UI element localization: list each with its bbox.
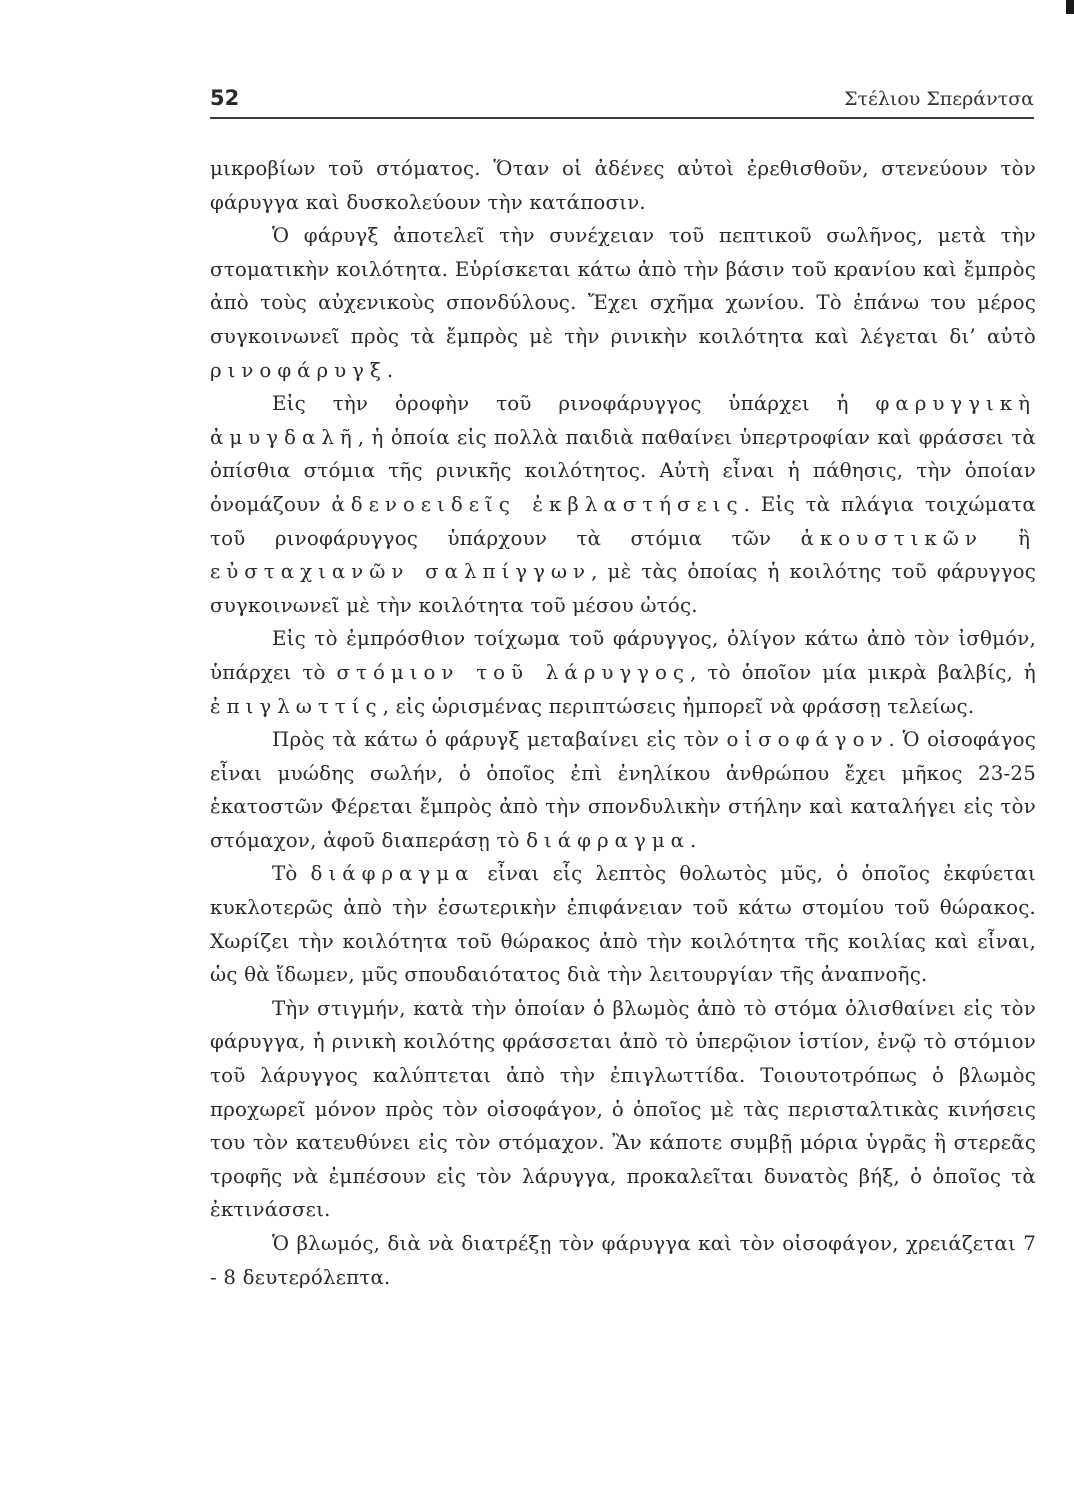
text-run: Τὴν στιγμήν, κατὰ τὴν ὁποίαν ὁ βλωμὸς ἀπὸ τὸ στόμα ὀλισθαίνει εἰς τὸν φάρυγγα, ἡ ρινικὴ κοιλότης φράσσεται ἀπὸ τὸ ὑπερῷιον ἱστίον, ἐνῷ τὸ στόμιον τοῦ λάρυγγος καλύπτεται ἀπὸ τὴν ἐπιγλωττίδα. Τοιουτοτρόπως ὁ βλωμὸς προχωρεῖ μόνον πρὸς τὸν οἰσοφάγον, ὁ ὁποῖος μὲ τὰς περισταλτικὰς κινήσεις του τὸν κατευθύνει εἰς τὸν στόμαχον. Ἂν κάποτε συμβῇ μόρια ὑγρᾶς ἢ στερεᾶς τροφῆς νὰ ἐμπέσουν εἰς τὸν λάρυγγα, προκαλεῖται δυνατὸς βήξ, ὁ ὁποῖος τὰ ἐκτινάσσει. — [210, 996, 1036, 1222]
text-run: μικροβίων τοῦ στόματος. Ὅταν οἱ ἀδένες αὐτοὶ ἐρεθισθοῦν, στενεύουν τὸν φάρυγγα καὶ δυσκολεύουν τὴν κατάποσιν. — [210, 157, 1036, 214]
text-run: Ὁ φάρυγξ ἀποτελεῖ τὴν συνέχειαν τοῦ πεπτικοῦ σωλῆνος, μετὰ τὴν στοματικὴν κοιλότητα. Εὑρίσκεται κάτω ἀπὸ τὴν βάσιν τοῦ κρανίου καὶ ἔμπρὸς ἀπὸ τοὺς αὐχενικοὺς σπονδύλους. Ἔχει σχῆμα χωνίου. Τὸ ἐπάνω του μέρος συγκοινωνεῖ πρὸς τὰ ἔμπρὸς μὲ τὴν ρινικὴν κοιλότητα καὶ λέγεται δι’ αὐτὸ — [210, 224, 1036, 348]
paragraph — [210, 219, 1036, 387]
spaced-term: διάφραγμα — [310, 862, 475, 886]
page-number: 52 — [210, 86, 240, 110]
text-run: . Εἰς τὰ πλάγια τοιχώματα τοῦ ρινοφάρυγγος ὑπάρχουν τὰ στόμια τῶν — [210, 492, 1036, 550]
text-run: , εἰς ὡρισμένας περιπτώσεις ἠμπορεῖ νὰ φράσσῃ τελείως. — [382, 694, 975, 718]
text-run: , τὸ ὁποῖον μία μικρὰ βαλβίς, ἡ — [690, 660, 1036, 684]
text-run: Πρὸς τὰ κάτω ὁ φάρυγξ μεταβαίνει εἰς τὸν — [272, 728, 727, 752]
running-head: Στέλιου Σπεράντσα — [844, 88, 1034, 110]
spaced-term: ἀκουστικῶν ἢ εὐσταχιανῶν σαλπίγγων — [210, 526, 1036, 584]
header-rule — [210, 117, 1034, 119]
text-run: εἶναι εἷς λεπτὸς θολωτὸς μῦς, ὁ ὁποῖος ἐκφύεται κυκλοτερῶς ἀπὸ τὴν ἐσωτερικὴν ἐπιφάνειαν τοῦ κάτω στομίου τοῦ θώρακος. Χωρίζει τὴν κοιλότητα τοῦ θώρακος ἀπὸ τὴν κοιλότητα τῆς κοιλίας καὶ εἶναι, ὡς θὰ ἴδωμεν, μῦς σπουδαιότατος διὰ τὴν λειτουργίαν τῆς ἀναπνοῆς. — [210, 862, 1036, 987]
spaced-term: στόμιον τοῦ λάρυγγος — [336, 660, 690, 684]
paragraph — [210, 387, 1036, 622]
paragraph — [210, 152, 1036, 219]
spaced-term: ἀδενοειδεῖς ἐκβλαστήσεις — [331, 492, 744, 516]
body-text — [210, 152, 1036, 1294]
page-header — [210, 86, 1034, 122]
text-run: . — [386, 358, 394, 382]
text-run: , μὲ τὰς ὁποίας ἡ κοιλότης τοῦ φάρυγγος συγκοινωνεῖ μὲ τὴν κοιλότητα τοῦ μέσου ὠτός. — [210, 560, 1036, 617]
paragraph — [210, 1227, 1036, 1294]
spaced-term: ἐπιγλωττίς — [210, 694, 383, 718]
text-run: , ἡ ὁποία εἰς πολλὰ παιδιὰ παθαίνει ὑπερτροφίαν καὶ φράσσει τὰ ὀπίσθια στόμια τῆς ρινικῆς κοιλότητος. Αὐτὴ εἶναι ἡ πάθησις, τὴν ὁποίαν ὀνομάζουν — [210, 425, 1036, 516]
text-run: Εἰς τὸ ἐμπρόσθιον τοίχωμα τοῦ φάρυγγος, ὀλίγον κάτω ἀπὸ τὸν ἰσθμόν, ὑπάρχει τὸ — [210, 627, 1036, 684]
text-run: Ὁ βλωμός, διὰ νὰ διατρέξῃ τὸν φάρυγγα καὶ τὸν οἰσοφάγον, χρειάζεται 7 - 8 δευτερόλεπτα. — [210, 1232, 1036, 1289]
text-run: Τὸ — [272, 862, 311, 886]
text-run: . — [690, 828, 697, 852]
paragraph — [210, 992, 1036, 1227]
text-run: . Ὁ οἰσοφάγος εἶναι μυώδης σωλήν, ὁ ὁποῖος ἐπὶ ἐνηλίκου ἀνθρώπου ἔχει μῆκος 23-25 ἑκατοστῶν Φέρεται ἔμπρὸς ἀπὸ τὴν σπονδυλικὴν στήλην καὶ καταλήγει εἰς τὸν στόμαχον, ἀφοῦ διαπεράσῃ τὸ — [210, 728, 1037, 852]
paragraph — [210, 723, 1036, 857]
scan-corner-mark — [1066, 0, 1074, 14]
paragraph — [210, 622, 1036, 723]
spaced-term: διάφραγμα — [526, 828, 691, 852]
spaced-term: φαρυγγικὴ ἀμυγδαλῆ — [210, 392, 1036, 449]
spaced-term: οἰσοφάγον — [726, 728, 889, 752]
text-run: Εἰς τὴν ὀροφὴν τοῦ ρινοφάρυγγος ὑπάρχει ἡ — [272, 392, 876, 416]
spaced-term: ρινοφάρυγξ — [210, 358, 387, 382]
paragraph — [210, 857, 1036, 991]
